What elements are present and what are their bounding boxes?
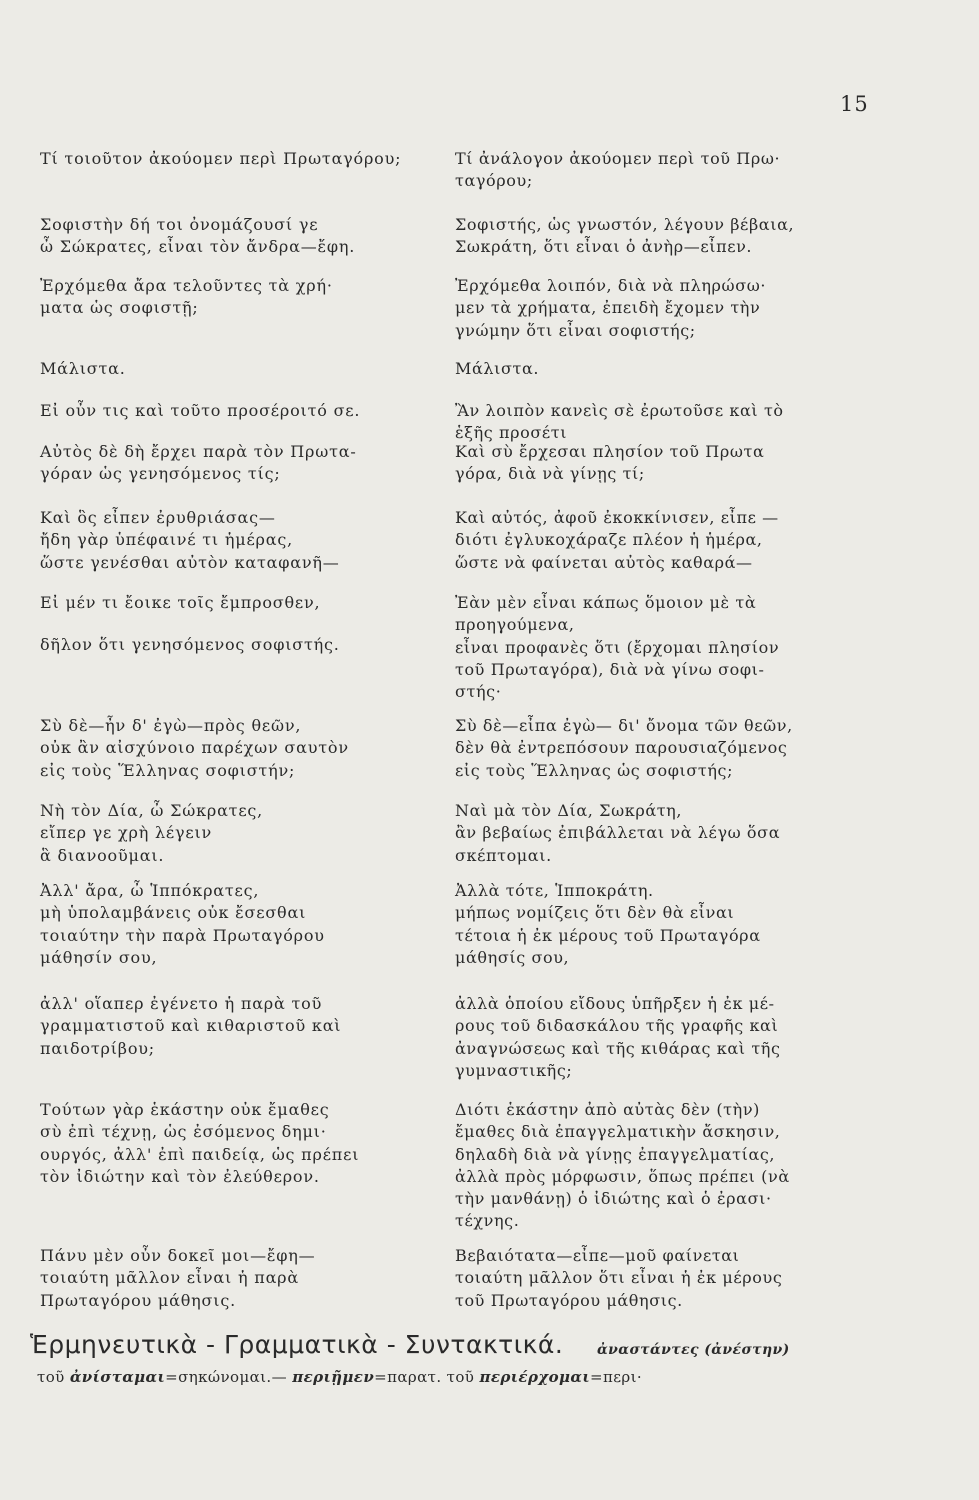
left-para-5: Εἰ οὖν τις καὶ τοῦτο προσέροιτό σε. (40, 401, 361, 420)
left-para-6: Αὐτὸς δὲ δὴ ἔρχει παρὰ τὸν Πρωτα- γόραν ὡς γενησόμενος τίς; (40, 442, 357, 484)
right-para-8: Ἐὰν μὲν εἶναι κάπως ὅμοιον μὲ τὰ προηγούμενα, εἶναι προφανὲς ὅτι (ἔρχομαι πλησίον τοῦ Πρωταγόρα), διὰ νὰ γίνω σοφι- στής· (455, 593, 780, 702)
left-para-11: Νὴ τὸν Δία, ὦ Σώκρατες, εἴπερ γε χρὴ λέγειν ἃ διανοοῦμαι. (40, 801, 264, 865)
left-para-14: Τούτων γὰρ ἑκάστην οὐκ ἔμαθες σὺ ἐπὶ τέχνῃ, ὡς ἐσόμενος δημι· ουργός, ἀλλ' ἐπὶ παιδείᾳ, ὡς πρέπει τὸν ἰδιώτην καὶ τὸν ἐλεύθερον. (40, 1100, 360, 1186)
right-para-12: ἀλλὰ ὁποίου εἴδους ὑπῆρξεν ἡ ἐκ μέ- ρους τοῦ διδασκάλου τῆς γραφῆς καὶ ἀναγνώσεως καὶ τῆς κιθάρας καὶ τῆς γυμναστικῆς; (455, 994, 781, 1080)
footer-section-title: Ἑρμηνευτικὰ - Γραμματικὰ - Συντακτικά. (30, 1330, 564, 1359)
left-para-7: Καὶ ὃς εἶπεν ἐρυθριάσας— ἤδη γὰρ ὑπέφαινέ τι ἡμέρας, ὥστε γενέσθαι αὐτὸν καταφανῆ— (40, 508, 340, 572)
right-para-1: Τί ἀνάλογον ἀκούομεν περὶ τοῦ Πρω· ταγόρου; (455, 149, 781, 191)
footer-grammar-line (37, 1368, 642, 1386)
left-para-2: Σοφιστὴν δή τοι ὀνομάζουσί γε ὦ Σώκρατες, εἶναι τὸν ἄνδρα—ἔφη. (40, 215, 356, 257)
left-para-10: Σὺ δὲ—ἦν δ' ἐγὼ—πρὸς θεῶν, οὐκ ἂν αἰσχύνοιο παρέχων σαυτὸν εἰς τοὺς Ἕλληνας σοφιστήν; (40, 716, 349, 780)
right-para-14: Βεβαιότατα—εἶπε—μοῦ φαίνεται τοιαύτη μᾶλλον ὅτι εἶναι ἡ ἐκ μέρους τοῦ Πρωταγόρου μάθησις. (455, 1246, 783, 1310)
footer-line-word-3: περιέρχομαι (479, 1368, 590, 1386)
footer-line-text-1: =σηκώνομαι.— (165, 1368, 288, 1386)
right-para-13: Διότι ἑκάστην ἀπὸ αὐτὰς δὲν (τὴν) ἔμαθες διὰ ἐπαγγελματικὴν ἄσκησιν, δηλαδὴ διὰ νὰ γίνῃς ἐπαγγελματίας, ἀλλὰ πρὸς μόρφωσιν, ὅπως πρέπει (νὰ τὴν μανθάνῃ) ὁ ἰδιώτης καὶ ὁ ἐρασι· τέχνης. (455, 1100, 790, 1231)
footer-line-word-1: ἀνίσταμαι (69, 1368, 166, 1386)
left-para-3: Ἐρχόμεθα ἄρα τελοῦντες τὰ χρή· ματα ὡς σοφιστῇ; (40, 276, 333, 318)
footer-line-text-2: =παρατ. τοῦ (374, 1368, 475, 1386)
right-para-11: Ἀλλὰ τότε, Ἱπποκράτη. μήπως νομίζεις ὅτι δὲν θὰ εἶναι τέτοια ἡ ἐκ μέρους τοῦ Πρωταγόρα μάθησίς σου, (455, 881, 761, 967)
right-para-2: Σοφιστής, ὡς γνωστόν, λέγουν βέβαια, Σωκράτη, ὅτι εἶναι ὁ ἀνὴρ—εἶπεν. (455, 215, 795, 257)
footer-line-prefix: τοῦ (37, 1368, 65, 1386)
right-para-7: Καὶ αὐτός, ἀφοῦ ἐκοκκίνισεν, εἶπε — διότι ἐγλυκοχάραζε πλέον ἡ ἡμέρα, ὥστε νὰ φαίνεται αὐτὸς καθαρά— (455, 508, 779, 572)
right-para-6: Καὶ σὺ ἔρχεσαι πλησίον τοῦ Πρωτα γόρα, διὰ νὰ γίνῃς τί; (455, 442, 765, 484)
left-para-8: Εἰ μέν τι ἔοικε τοῖς ἔμπροσθεν, (40, 593, 321, 612)
right-para-9: Σὺ δὲ—εἶπα ἐγὼ— δι' ὄνομα τῶν θεῶν, δὲν θὰ ἐντρεπόσουν παρουσιαζόμενος εἰς τοὺς Ἕλληνας ὡς σοφιστής; (455, 716, 793, 780)
left-para-15: Πάνυ μὲν οὖν δοκεῖ μοι—ἔφη— τοιαύτη μᾶλλον εἶναι ἡ παρὰ Πρωταγόρου μάθησις. (40, 1246, 316, 1310)
page-number: 15 (840, 92, 869, 116)
left-para-1: Τί τοιοῦτον ἀκούομεν περὶ Πρωταγόρου; (40, 149, 402, 168)
footer-line-text-3: =περι· (589, 1368, 643, 1386)
right-para-5: Ἂν λοιπὸν κανεὶς σὲ ἐρωτοῦσε καὶ τὸ ἑξῆς προσέτι (455, 401, 784, 443)
right-para-3: Ἐρχόμεθα λοιπόν, διὰ νὰ πληρώσω· μεν τὰ χρήματα, ἐπειδὴ ἔχομεν τὴν γνώμην ὅτι εἶναι σοφιστής; (455, 276, 767, 340)
left-para-13: ἀλλ' οἵαπερ ἐγένετο ἡ παρὰ τοῦ γραμματιστοῦ καὶ κιθαριστοῦ καὶ παιδοτρίβου; (40, 994, 342, 1058)
right-para-4: Μάλιστα. (455, 359, 540, 378)
footer-note-word: ἀναστάντες (ἀνέστην) (597, 1342, 790, 1358)
left-para-9: δῆλον ὅτι γενησόμενος σοφιστής. (40, 635, 340, 654)
footer-line-word-2: περιῇμεν (292, 1368, 375, 1386)
left-para-4: Μάλιστα. (40, 359, 126, 378)
right-para-10: Ναὶ μὰ τὸν Δία, Σωκράτη, ἂν βεβαίως ἐπιβάλλεται νὰ λέγω ὅσα σκέπτομαι. (455, 801, 781, 865)
left-para-12: Ἀλλ' ἄρα, ὦ Ἱππόκρατες, μὴ ὑπολαμβάνεις οὐκ ἔσεσθαι τοιαύτην τὴν παρὰ Πρωταγόρου μάθησίν σου, (40, 881, 325, 967)
